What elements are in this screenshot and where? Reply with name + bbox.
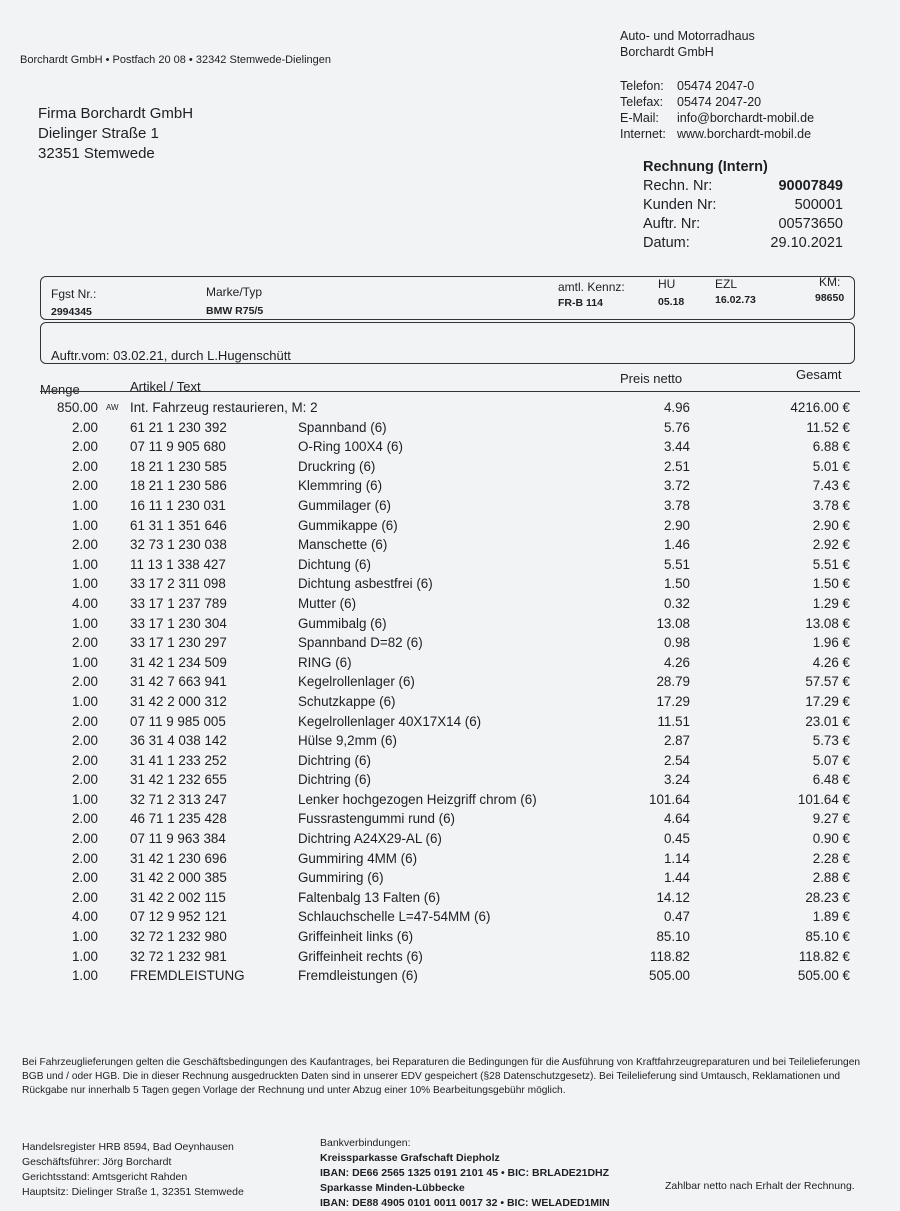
row-price: 3.44 (663, 439, 690, 455)
row-total: 0.90 € (812, 831, 850, 847)
fax-row (620, 94, 814, 110)
row-quantity: 1.00 (71, 556, 98, 572)
row-text: Dichtring (6) (298, 772, 371, 788)
table-row (40, 770, 860, 790)
row-total: 3.78 € (812, 497, 850, 513)
row-price: 4.64 (663, 811, 690, 827)
phone-row (620, 78, 814, 94)
row-total: 2.88 € (812, 870, 850, 886)
row-article: 07 12 9 952 121 (130, 909, 227, 925)
row-article: 61 21 1 230 392 (130, 419, 227, 435)
row-article: 16 11 1 230 031 (130, 497, 226, 513)
row-quantity: 2.00 (71, 537, 98, 553)
row-quantity: 4.00 (71, 909, 98, 925)
customer-nr-label: Kunden Nr: (643, 197, 717, 213)
table-row (40, 966, 860, 986)
row-quantity: 1.00 (71, 948, 98, 964)
header-quantity: Menge (40, 382, 80, 397)
row-total: 5.73 € (812, 733, 850, 749)
row-article: 31 42 1 234 509 (130, 654, 227, 670)
row-text: Hülse 9,2mm (6) (298, 733, 397, 749)
order-nr-label: Auftr. Nr: (643, 216, 701, 232)
row-total: 2.28 € (812, 850, 850, 866)
recipient-street: Dielinger Straße 1 (38, 125, 159, 142)
row-quantity: 1.00 (71, 497, 98, 513)
table-row (40, 849, 860, 869)
web-row (620, 126, 814, 142)
order-from-box (40, 322, 855, 364)
footer-manager: Geschäftsführer: Jörg Borchardt (22, 1156, 172, 1168)
row-text: Kegelrollenlager (6) (298, 674, 415, 690)
row-price: 118.82 (650, 948, 690, 964)
row-text: Fremdleistungen (6) (298, 968, 418, 984)
row-total: 5.07 € (812, 752, 850, 768)
row-price: 101.64 (649, 791, 690, 807)
row-quantity: 4.00 (71, 595, 98, 611)
hu-value: 05.18 (658, 296, 685, 308)
phone-value: 05474 2047-0 (677, 79, 755, 93)
plate-label: amtl. Kennz: (558, 280, 625, 294)
row-article: 31 42 7 663 941 (130, 674, 227, 690)
row-text: Schlauchschelle L=47-54MM (6) (298, 909, 491, 925)
table-row (40, 653, 860, 673)
row-text: Gummiring (6) (298, 870, 384, 886)
row-total: 9.27 € (812, 811, 850, 827)
invoice-nr-row (643, 177, 843, 196)
row-quantity: 2.00 (71, 674, 98, 690)
row-total: 13.08 € (805, 615, 850, 631)
row-text: Fussrastengummi rund (6) (298, 811, 456, 827)
row-total: 4.26 € (812, 654, 850, 670)
row-total: 5.01 € (812, 458, 850, 474)
recipient-city: 32351 Stemwede (38, 145, 155, 162)
hu-label: HU (658, 277, 676, 291)
table-row (40, 594, 860, 614)
company-line1: Auto- und Motorradhaus (620, 29, 755, 43)
table-row (40, 437, 860, 457)
table-row (40, 496, 860, 516)
row-text: RING (6) (298, 654, 352, 670)
footer-hq: Hauptsitz: Dielinger Straße 1, 32351 Stemwede (22, 1186, 244, 1198)
row-article: 46 71 1 235 428 (130, 811, 227, 827)
row-text: Lenker hochgezogen Heizgriff chrom (6) (298, 791, 537, 807)
row-quantity: 2.00 (71, 752, 98, 768)
line-items (40, 398, 860, 986)
row-text: Gummibalg (6) (298, 615, 387, 631)
row-total: 6.88 € (812, 439, 850, 455)
row-text: Spannband D=82 (6) (298, 635, 423, 651)
table-row (40, 535, 860, 555)
phone-label: Telefon: (620, 79, 664, 93)
row-total: 57.57 € (805, 674, 850, 690)
row-article: 36 31 4 038 142 (130, 733, 227, 749)
table-row (40, 868, 860, 888)
row-quantity: 1.00 (71, 576, 98, 592)
payment-terms: Zahlbar netto nach Erhalt der Rechnung. (665, 1180, 855, 1192)
row-total: 11.52 € (806, 419, 850, 435)
row-price: 85.10 (656, 929, 690, 945)
row-article: 61 31 1 351 646 (130, 517, 227, 533)
footer-register: Handelsregister HRB 8594, Bad Oeynhausen (22, 1141, 234, 1153)
email-value: info@borchardt-mobil.de (677, 111, 815, 125)
row-article: 32 72 1 232 980 (130, 929, 227, 945)
row-quantity: 2.00 (71, 713, 98, 729)
date-row (643, 234, 843, 253)
order-nr: 00573650 (778, 216, 843, 232)
row-price: 3.78 (663, 497, 690, 513)
row-total: 1.50 € (812, 576, 850, 592)
row-text: Dichtring A24X29-AL (6) (298, 831, 442, 847)
row-article: 31 41 1 233 252 (130, 752, 227, 768)
row-total: 505.00 € (797, 968, 850, 984)
row-article: 33 17 1 237 789 (130, 595, 227, 611)
row-quantity: 2.00 (71, 889, 98, 905)
row-quantity: 2.00 (71, 772, 98, 788)
make-value: BMW R75/5 (206, 305, 264, 317)
row-article: 31 42 2 000 385 (130, 870, 227, 886)
bank2-name: Sparkasse Minden-Lübbecke (320, 1182, 465, 1194)
row-quantity: 2.00 (71, 635, 98, 651)
header-price: Preis netto (620, 371, 683, 386)
company-line2: Borchardt GmbH (620, 45, 714, 59)
row-article: 11 13 1 338 427 (130, 556, 226, 572)
row-price: 2.90 (663, 517, 690, 533)
fgst-label: Fgst Nr.: (51, 287, 97, 301)
row-price: 0.47 (663, 909, 690, 925)
row-text: Mutter (6) (298, 595, 357, 611)
row-price: 17.29 (656, 693, 690, 709)
header-total: Gesamt (796, 367, 842, 382)
row-quantity: 850.00 (57, 400, 98, 415)
table-row (40, 457, 860, 477)
row-price: 1.14 (663, 850, 690, 866)
row-total: 5.51 € (812, 556, 850, 572)
row-quantity: 2.00 (71, 439, 98, 455)
row-quantity: 2.00 (71, 478, 98, 494)
table-row (40, 574, 860, 594)
header-divider (40, 391, 860, 392)
row-article: 32 73 1 230 038 (130, 537, 227, 553)
row-quantity: 2.00 (71, 733, 98, 749)
table-row (40, 907, 860, 927)
row-total: 28.23 € (805, 889, 850, 905)
table-row (40, 947, 860, 967)
vehicle-box (40, 276, 855, 320)
row-total: 23.01 € (805, 713, 850, 729)
order-nr-row (643, 215, 843, 234)
table-row (40, 516, 860, 536)
make-label: Marke/Typ (206, 285, 263, 299)
table-row (40, 672, 860, 692)
row-price: 1.50 (663, 576, 690, 592)
row-text: Druckring (6) (298, 458, 376, 474)
row-price: 1.44 (663, 870, 690, 886)
row-total: 118.82 € (798, 948, 850, 964)
order-from: Auftr.vom: 03.02.21, durch L.Hugenschütt (51, 348, 291, 363)
row-total: 4216.00 € (790, 400, 850, 415)
row-text: Gummilager (6) (298, 497, 392, 513)
row-article: 31 42 1 230 696 (130, 850, 227, 866)
row-price: 3.72 (663, 478, 690, 494)
row-article: 32 72 1 232 981 (130, 948, 227, 964)
row-price: 3.24 (663, 772, 690, 788)
web-label: Internet: (620, 127, 666, 141)
row-price: 0.98 (663, 635, 690, 651)
fax-value: 05474 2047-20 (677, 95, 762, 109)
row-article: 31 42 2 000 312 (130, 693, 227, 709)
row-price: 2.54 (663, 752, 690, 768)
row-total: 1.96 € (812, 635, 850, 651)
invoice-nr-label: Rechn. Nr: (643, 178, 713, 194)
row-text: Schutzkappe (6) (298, 693, 396, 709)
row-total: 1.89 € (812, 909, 850, 925)
row-article: 33 17 2 311 098 (130, 576, 226, 592)
bank-title: Bankverbindungen: (320, 1137, 411, 1149)
row-price: 5.51 (663, 556, 690, 572)
row-total: 1.29 € (812, 595, 850, 611)
row-article: 18 21 1 230 586 (130, 478, 227, 494)
recipient-name: Firma Borchardt GmbH (38, 105, 194, 122)
km-label: KM: (819, 275, 841, 289)
row-total: 2.90 € (812, 517, 850, 533)
row-total: 7.43 € (812, 478, 850, 494)
row-text: Klemmring (6) (298, 478, 383, 494)
row-quantity: 2.00 (71, 419, 98, 435)
row-price: 2.51 (663, 458, 690, 474)
footer-legal (22, 1140, 244, 1200)
row-article: Int. Fahrzeug restaurieren, M: 2 (130, 400, 318, 415)
row-price: 1.46 (663, 537, 690, 553)
table-row (40, 888, 860, 908)
row-text: Kegelrollenlager 40X17X14 (6) (298, 713, 482, 729)
row-text: Gummikappe (6) (298, 517, 398, 533)
row-quantity: 1.00 (71, 615, 98, 631)
email-row (620, 110, 814, 126)
invoice-info (643, 158, 843, 253)
row-article: 18 21 1 230 585 (130, 458, 227, 474)
email-label: E-Mail: (620, 111, 659, 125)
table-row (40, 476, 860, 496)
row-text: Gummiring 4MM (6) (298, 850, 418, 866)
table-row (40, 712, 860, 732)
row-quantity: 1.00 (71, 968, 98, 984)
row-text: Manschette (6) (298, 537, 388, 553)
row-quantity: 2.00 (71, 811, 98, 827)
plate-value: FR-B 114 (558, 297, 603, 309)
row-total: 6.48 € (812, 772, 850, 788)
customer-nr: 500001 (794, 197, 843, 213)
row-text: Faltenbalg 13 Falten (6) (298, 889, 441, 905)
bank1-iban: IBAN: DE66 2565 1325 0191 2101 45 • BIC: BRLADE21DHZ (320, 1167, 610, 1179)
row-text: Griffeinheit links (6) (298, 929, 414, 945)
km-value: 98650 (815, 292, 845, 304)
row-article: 07 11 9 905 680 (130, 439, 226, 455)
fax-label: Telefax: (620, 95, 664, 109)
invoice-date: 29.10.2021 (770, 235, 843, 251)
row-total: 17.29 € (805, 693, 850, 709)
row-text: O-Ring 100X4 (6) (298, 439, 403, 455)
row-total: 85.10 € (805, 929, 850, 945)
row-article: 07 11 9 963 384 (130, 831, 226, 847)
row-quantity: 1.00 (71, 654, 98, 670)
row-quantity: 2.00 (71, 870, 98, 886)
row-text: Dichtung asbestfrei (6) (298, 576, 433, 592)
customer-nr-row (643, 196, 843, 215)
row-article: 31 42 1 232 655 (130, 772, 227, 788)
footer-court: Gerichtsstand: Amtsgericht Rahden (22, 1171, 188, 1183)
terms-text: Bei Fahrzeuglieferungen gelten die Geschäftsbedingungen des Kaufantrages, bei Reparaturen die Bedingungen für die Ausführung von Kraftfahrzeugreparaturen und bei Teilelieferungen BGB und / oder HGB. Die in dieser Rechnung ausgedruckten Daten sind in unserer EDV gespeichert (§28 Datenschutzgesetz). Bei Teilelieferung sind Umtausch, Reklamationen und Rückgabe nur innerhalb 5 Tagen gegen Vorlage der Rechnung und unter Abzug einer 10% Bearbeitungsgebühr möglich. (22, 1057, 861, 1096)
row-price: 11.51 (657, 713, 690, 729)
ezl-value: 16.02.73 (715, 294, 756, 306)
row-unit: AW (106, 403, 119, 412)
row-price: 505.00 (649, 968, 690, 984)
row-quantity: 1.00 (71, 693, 98, 709)
row-price: 4.96 (663, 400, 690, 415)
table-row (40, 790, 860, 810)
row-price: 2.87 (663, 733, 690, 749)
invoice-title: Rechnung (Intern) (643, 159, 768, 175)
row-quantity: 2.00 (71, 831, 98, 847)
table-row (40, 692, 860, 712)
web-value: www.borchardt-mobil.de (677, 127, 812, 141)
row-article: 32 71 2 313 247 (130, 791, 227, 807)
row-article: 33 17 1 230 304 (130, 615, 227, 631)
row-text: Dichtring (6) (298, 752, 371, 768)
date-label: Datum: (643, 235, 690, 251)
row-price: 28.79 (656, 674, 690, 690)
row-quantity: 1.00 (71, 791, 98, 807)
table-row (40, 398, 860, 418)
row-article: 07 11 9 985 005 (130, 713, 226, 729)
row-article: 33 17 1 230 297 (130, 635, 227, 651)
row-price: 0.32 (663, 595, 690, 611)
table-row (40, 829, 860, 849)
row-price: 5.76 (663, 419, 690, 435)
row-quantity: 2.00 (71, 458, 98, 474)
table-row (40, 633, 860, 653)
bank1-name: Kreissparkasse Grafschaft Diepholz (320, 1152, 500, 1164)
table-row (40, 809, 860, 829)
row-article: FREMDLEISTUNG (130, 968, 245, 984)
row-price: 13.08 (656, 615, 690, 631)
recipient-address (38, 104, 193, 164)
row-total: 101.64 € (797, 791, 850, 807)
row-article: 31 42 2 002 115 (130, 889, 226, 905)
table-row (40, 555, 860, 575)
table-row (40, 614, 860, 634)
invoice-nr: 90007849 (778, 178, 843, 194)
contact-block (620, 78, 814, 142)
bank2-iban: IBAN: DE88 4905 0101 0011 0017 32 • BIC: WELADED1MIN (320, 1197, 610, 1209)
row-quantity: 2.00 (71, 850, 98, 866)
row-price: 4.26 (663, 654, 690, 670)
fgst-value: 2994345 (51, 306, 92, 318)
company-name (620, 28, 755, 60)
table-row (40, 927, 860, 947)
row-price: 14.12 (656, 889, 690, 905)
sender-line: Borchardt GmbH • Postfach 20 08 • 32342 Stemwede-Dielingen (20, 54, 331, 66)
table-row (40, 731, 860, 751)
row-quantity: 1.00 (71, 517, 98, 533)
row-quantity: 1.00 (71, 929, 98, 945)
row-text: Spannband (6) (298, 419, 387, 435)
table-row (40, 418, 860, 438)
header-item: Artikel / Text (130, 379, 201, 394)
row-total: 2.92 € (812, 537, 850, 553)
row-text: Griffeinheit rechts (6) (298, 948, 423, 964)
table-row (40, 751, 860, 771)
ezl-label: EZL (715, 277, 738, 291)
row-text: Dichtung (6) (298, 556, 371, 572)
row-price: 0.45 (663, 831, 690, 847)
